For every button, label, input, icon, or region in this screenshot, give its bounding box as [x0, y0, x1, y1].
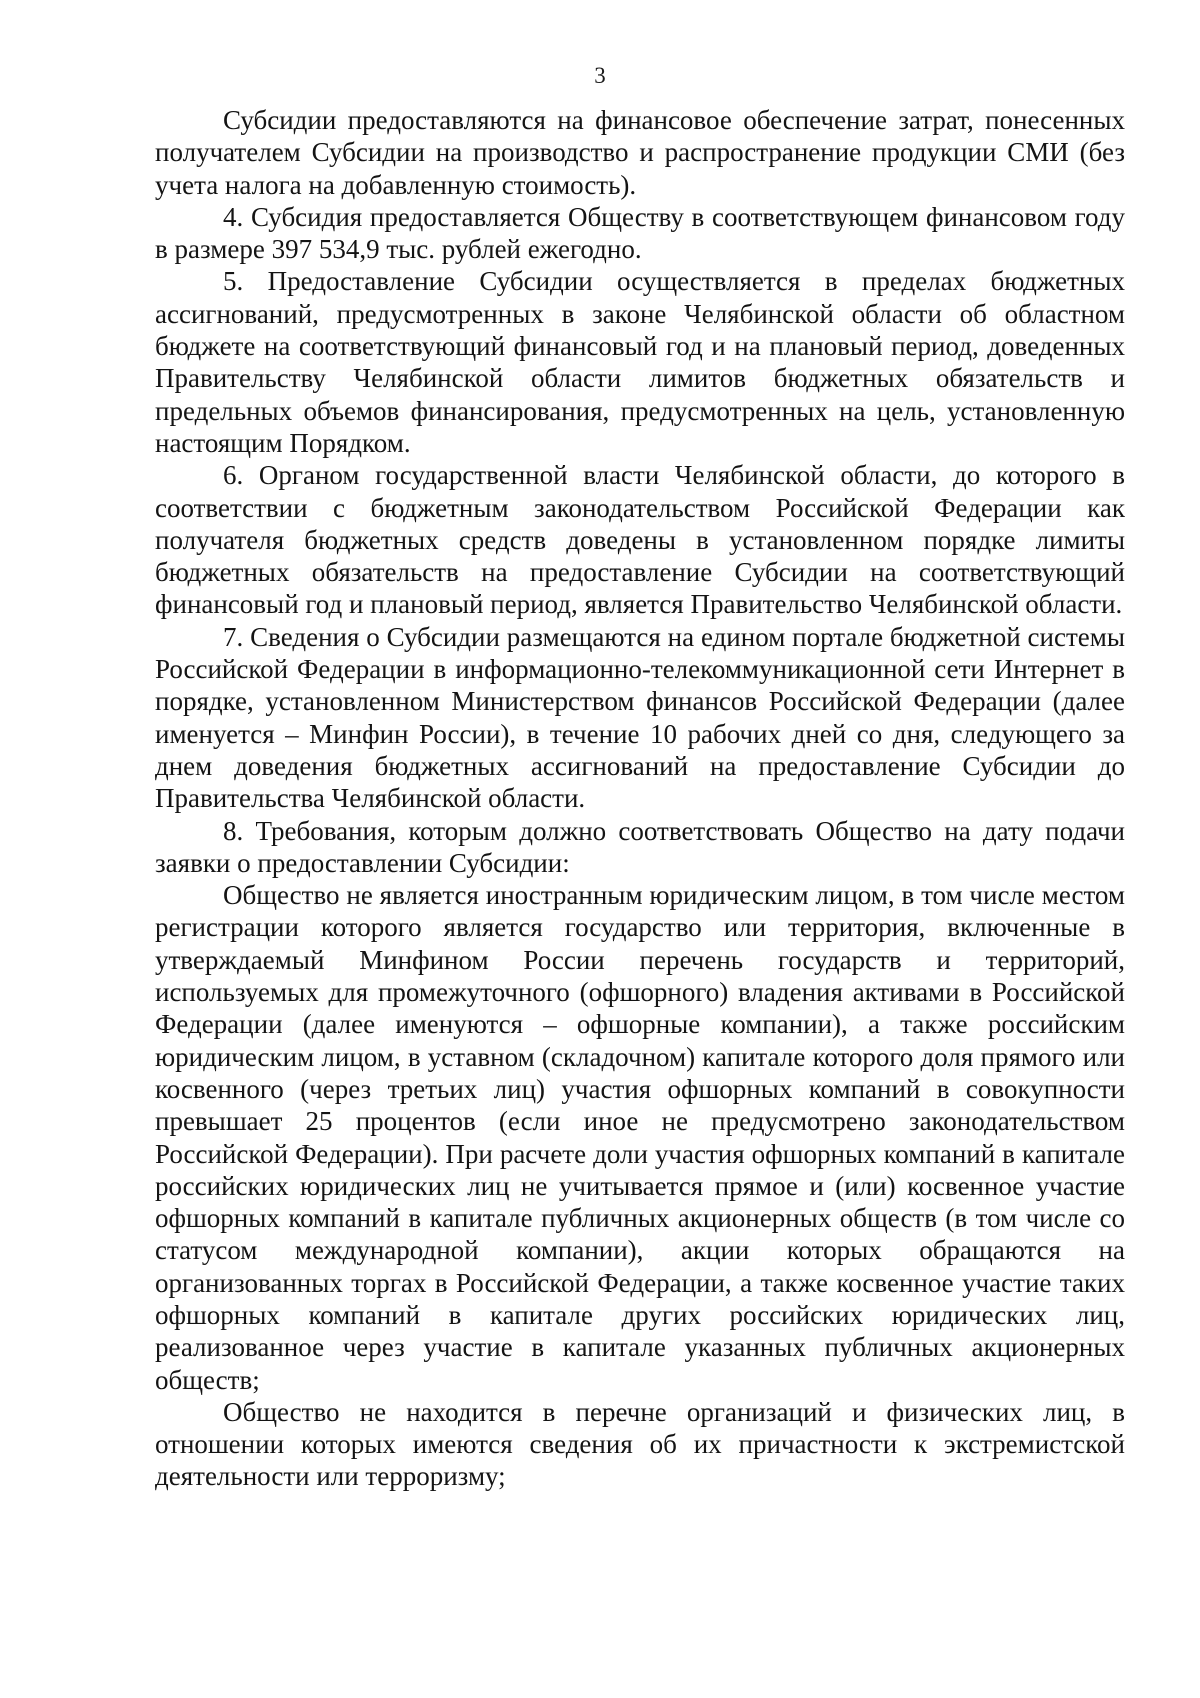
paragraph-item-4: 4. Субсидия предоставляется Обществу в соответствующем финансовом году в размере 397 534,9 тыс. рублей ежегодно.	[155, 201, 1125, 265]
paragraph-item-5: 5. Предоставление Субсидии осуществляется в пределах бюджетных ассигнований, предусмотренных в законе Челябинской области об областном бюджете на соответствующий финансовый год и на плановый период, доведенных Правительству Челябинской области лимитов бюджетных обязательств и предельных объемов финансирования, предусмотренных на цель, установленную настоящим Порядком.	[155, 266, 1125, 458]
document-body	[155, 104, 1125, 1493]
paragraph-subsidy-purpose: Субсидии предоставляются на финансовое обеспечение затрат, понесенных получателем Субсидии на производство и распространение продукции СМИ (без учета налога на добавленную стоимость).	[155, 105, 1125, 200]
paragraph-item-6: 6. Органом государственной власти Челябинской области, до которого в соответствии с бюджетным законодательством Российской Федерации как получателя бюджетных средств доведены в установленном порядке лимиты бюджетных обязательств на предоставление Субсидии на соответствующий финансовый год и плановый период, является Правительство Челябинской области.	[155, 460, 1125, 620]
paragraph-item-7: 7. Сведения о Субсидии размещаются на едином портале бюджетной системы Российской Федерации в информационно-телекоммуникационной сети Интернет в порядке, установленном Министерством финансов Российской Федерации (далее именуется – Минфин России), в течение 10 рабочих дней со дня, следующего за днем доведения бюджетных ассигнований на предоставление Субсидии до Правительства Челябинской области.	[155, 621, 1125, 814]
paragraph-item-8: 8. Требования, которым должно соответствовать Общество на дату подачи заявки о предоставлении Субсидии:	[155, 815, 1125, 878]
paragraph-extremism-requirement: Общество не находится в перечне организаций и физических лиц, в отношении которых имеются сведения об их причастности к экстремистской деятельности или терроризму;	[155, 1396, 1125, 1492]
paragraph-offshore-requirement: Общество не является иностранным юридическим лицом, в том числе местом регистрации которого является государство или территория, включенные в утверждаемый Минфином России перечень государств и территорий, используемых для промежуточного (офшорного) владения активами в Российской Федерации (далее именуются – офшорные компании), а также российским юридическим лицом, в уставном (складочном) капитале которого доля прямого или косвенного (через третьих лиц) участия офшорных компаний в совокупности превышает 25 процентов (если иное не предусмотрено законодательством Российской Федерации). При расчете доли участия офшорных компаний в капитале российских юридических лиц не учитывается прямое и (или) косвенное участие офшорных компаний в капитале публичных акционерных обществ (в том числе со статусом международной компании), акции которых обращаются на организованных торгах в Российской Федерации, а также косвенное участие таких офшорных компаний в капитале других российских юридических лиц, реализованное через участие в капитале указанных публичных акционерных обществ;	[155, 880, 1125, 1395]
page-number: 3	[594, 63, 606, 88]
